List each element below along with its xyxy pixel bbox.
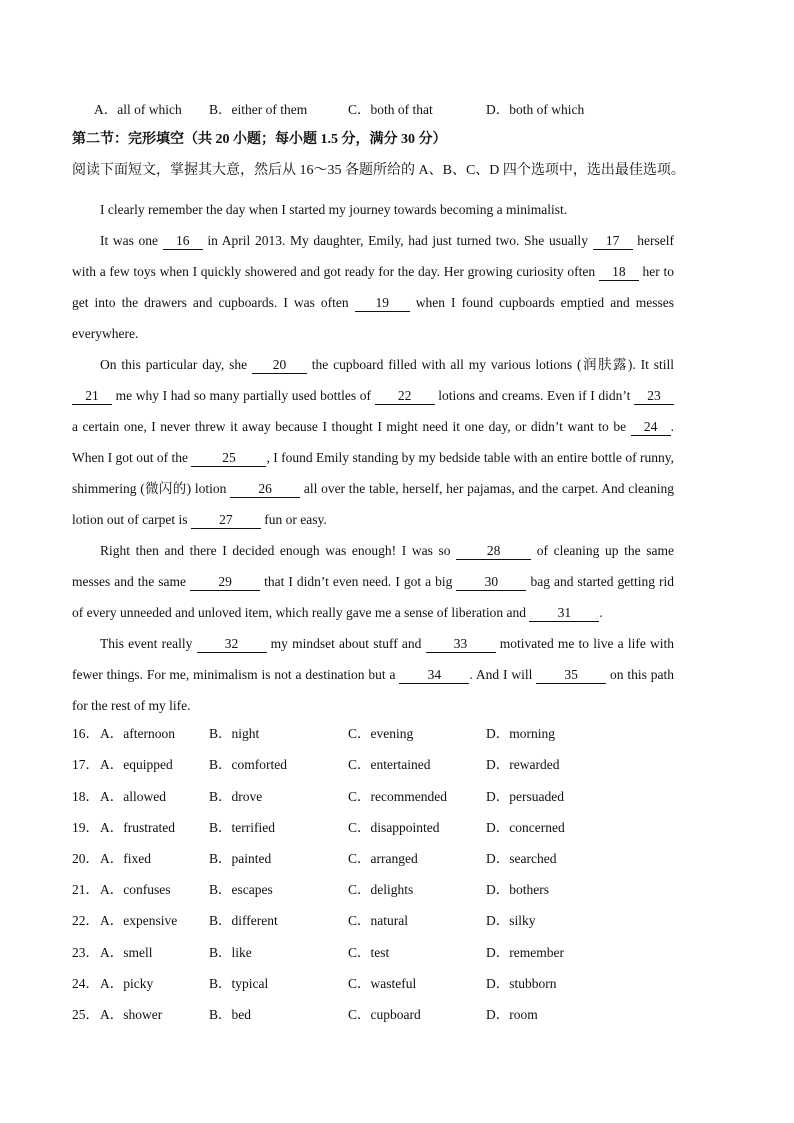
question-number: 24． (72, 976, 99, 991)
passage-paragraph-2 (72, 225, 674, 349)
question-number: 16． (72, 726, 99, 741)
option-a: A．picky (100, 976, 154, 991)
passage-paragraph-4 (72, 535, 674, 628)
blank-27: 27 (191, 512, 261, 529)
passage-text: of cleaning up the same messes and the same (72, 543, 674, 589)
passage-text: lotions and creams. Even if I didn’t (434, 388, 634, 403)
option-a: A．smell (100, 945, 153, 960)
option-b: B．painted (209, 851, 272, 866)
option-d: D．silky (486, 913, 536, 928)
passage-text: bag and started getting rid of every unneeded and unloved item, which really gave me a sense of liberation and (72, 574, 675, 620)
blank-18: 18 (599, 264, 639, 281)
question-number: 21． (72, 882, 99, 897)
passage-text: that I didn’t even need. I got a big (260, 574, 457, 589)
option-d: D．searched (486, 851, 557, 866)
option-b: B．different (209, 913, 278, 928)
passage-text: on this path for the rest of my life. (72, 667, 674, 713)
option-d: D．room (486, 1007, 538, 1022)
blank-29: 29 (190, 574, 260, 591)
question-number: 18． (72, 789, 99, 804)
blank-22: 22 (375, 388, 435, 405)
blank-30: 30 (456, 574, 526, 591)
passage-text: . When I got out of the (72, 419, 674, 465)
option-c: C．cupboard (348, 1007, 421, 1022)
passage-text: , I found Emily standing by my bedside table with an entire bottle of runny, shimmering (微闪的) lotion (72, 450, 674, 496)
option-d: D．both of which (486, 102, 585, 117)
blank-31: 31 (529, 605, 599, 622)
option-b: B．either of them (209, 102, 308, 117)
blank-16: 16 (163, 233, 203, 250)
passage-text: herself with a few toys when I quickly showered and got ready for the day. Her growing curiosity often (72, 233, 674, 279)
option-d: D．concerned (486, 820, 565, 835)
blank-33: 33 (426, 636, 496, 653)
option-c: C．disappointed (348, 820, 440, 835)
blank-25: 25 (191, 450, 266, 467)
option-a: A．allowed (100, 789, 166, 804)
blank-26: 26 (230, 481, 300, 498)
question-number: 25． (72, 1007, 99, 1022)
option-a: A．frustrated (100, 820, 175, 835)
question-number: 17． (72, 757, 99, 772)
option-c: C．both of that (348, 102, 433, 117)
passage-paragraph-5 (72, 628, 674, 721)
blank-35: 35 (536, 667, 606, 684)
blank-21: 21 (72, 388, 112, 405)
passage-text: a certain one, I never threw it away because I thought I might need it one day, or didn’t want to be (72, 419, 631, 434)
option-d: D．remember (486, 945, 564, 960)
question-number: 19． (72, 820, 99, 835)
option-c: C．evening (348, 726, 414, 741)
blank-34: 34 (399, 667, 469, 684)
passage-text: It was one (100, 233, 163, 248)
blank-19: 19 (355, 295, 410, 312)
passage-text: my mindset about stuff and (266, 636, 426, 651)
passage-paragraph-3 (72, 349, 674, 535)
blank-20: 20 (252, 357, 307, 374)
cloze-passage (72, 194, 674, 721)
blank-23: 23 (634, 388, 674, 405)
passage-text: motivated me to live a life with fewer things. For me, minimalism is not a destination but a (72, 636, 674, 682)
passage-text: when I found cupboards emptied and messes everywhere. (72, 295, 674, 341)
blank-32: 32 (197, 636, 267, 653)
passage-text: This event really (100, 636, 197, 651)
passage-text: . And I will (469, 667, 537, 682)
option-a: A．equipped (100, 757, 173, 772)
passage-text: all over the table, herself, her pajamas, and the carpet. And cleaning lotion out of carpet is (72, 481, 674, 527)
passage-text: . (599, 605, 603, 620)
option-b: B．escapes (209, 882, 273, 897)
question-number: 23． (72, 945, 99, 960)
passage-paragraph-1: I clearly remember the day when I started my journey towards becoming a minimalist. (100, 202, 568, 217)
option-c: C．arranged (348, 851, 418, 866)
option-d: D．persuaded (486, 789, 564, 804)
option-b: B．comforted (209, 757, 287, 772)
option-d: D．rewarded (486, 757, 560, 772)
question-number: 22． (72, 913, 99, 928)
option-b: B．like (209, 945, 252, 960)
option-d: D．bothers (486, 882, 549, 897)
option-a: A．afternoon (100, 726, 175, 741)
option-c: C．delights (348, 882, 414, 897)
blank-28: 28 (456, 543, 531, 560)
section-instructions: 阅读下面短文，掌握其大意，然后从 16～35 各题所给的 A、B、C、D 四个选项中，选出最佳选项。 (72, 163, 685, 178)
option-c: C．test (348, 945, 390, 960)
option-d: D．stubborn (486, 976, 557, 991)
option-b: B．bed (209, 1007, 251, 1022)
option-b: B．typical (209, 976, 269, 991)
option-a: A．shower (100, 1007, 163, 1022)
option-c: C．natural (348, 913, 408, 928)
passage-text: the cupboard filled with all my various lotions (润肤露). It still (306, 357, 674, 372)
option-b: B．terrified (209, 820, 275, 835)
option-a: A．confuses (100, 882, 171, 897)
option-a: A．all of which (94, 102, 182, 117)
passage-text: Right then and there I decided enough was enough! I was so (100, 543, 457, 558)
option-b: B．night (209, 726, 260, 741)
passage-text: On this particular day, she (100, 357, 252, 372)
option-c: C．entertained (348, 757, 431, 772)
passage-text: in April 2013. My daughter, Emily, had just turned two. She usually (202, 233, 593, 248)
option-c: C．wasteful (348, 976, 417, 991)
question-number: 20． (72, 851, 99, 866)
option-d: D．morning (486, 726, 555, 741)
blank-17: 17 (593, 233, 633, 250)
option-a: A．fixed (100, 851, 151, 866)
option-a: A．expensive (100, 913, 178, 928)
blank-24: 24 (631, 419, 671, 436)
passage-text: me why I had so many partially used bottles of (112, 388, 375, 403)
passage-text: fun or easy. (260, 512, 327, 527)
option-c: C．recommended (348, 789, 447, 804)
option-b: B．drove (209, 789, 263, 804)
passage-text: her to get into the drawers and cupboards. I was often (72, 264, 674, 310)
section-title: 第二节：完形填空（共 20 小题；每小题 1.5 分，满分 30 分） (72, 132, 447, 147)
